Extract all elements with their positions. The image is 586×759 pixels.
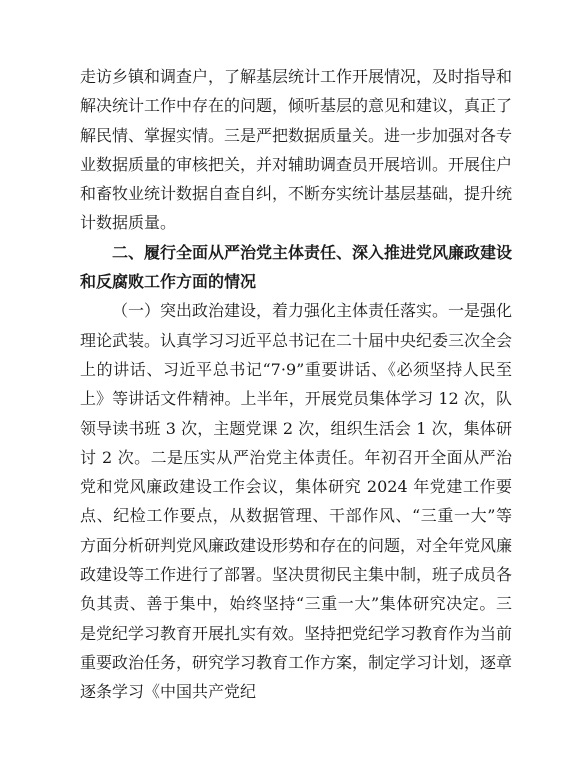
document-body — [80, 62, 512, 707]
paragraph-statistics-work: 走访乡镇和调查户，了解基层统计工作开展情况，及时指导和解决统计工作中存在的问题，倾听基层的意见和建议，真正了解民情、掌握实情。三是严把数据质量关。进一步加强对各专业数据质量的审核把关，并对辅助调查员开展培训。开展住户和畜牧业统计数据自查自纠，不断夯实统计基层基础，提升统计数据质量。 — [80, 67, 513, 233]
paragraph-political-building: （一）突出政治建设，着力强化主体责任落实。一是强化理论武装。认真学习习近平总书记在二十届中央纪委三次全会上的讲话、习近平总书记“7·9”重要讲话、《必须坚持人民至上》等讲话文件精神。上半年，开展党员集体学习 12 次，队领导读书班 3 次，主题党课 2 次，组织生活会 1 次，集体研讨 2 次。二是压实从严治党主体责任。年初召开全面从严治党和党风廉政建设工作会议，集体研究 2024 年党建工作要点、纪检工作要点，从数据管理、干部作风、“三重一大”等方面分析研判党风廉政建设形势和存在的问题，对全年党风廉政建设等工作进行了部署。坚决贯彻民主集中制，班子成员各负其责、善于集中，始终坚持“三重一大”集体研究决定。三是党纪学习教育开展扎实有效。坚持把党纪学习教育作为当前重要政治任务，研究学习教育工作方案，制定学习计划，逐章逐条学习《中国共产党纪 — [80, 301, 513, 702]
section-heading: 二、履行全面从严治党主体责任、深入推进党风廉政建设和反腐败工作方面的情况 — [80, 242, 513, 292]
